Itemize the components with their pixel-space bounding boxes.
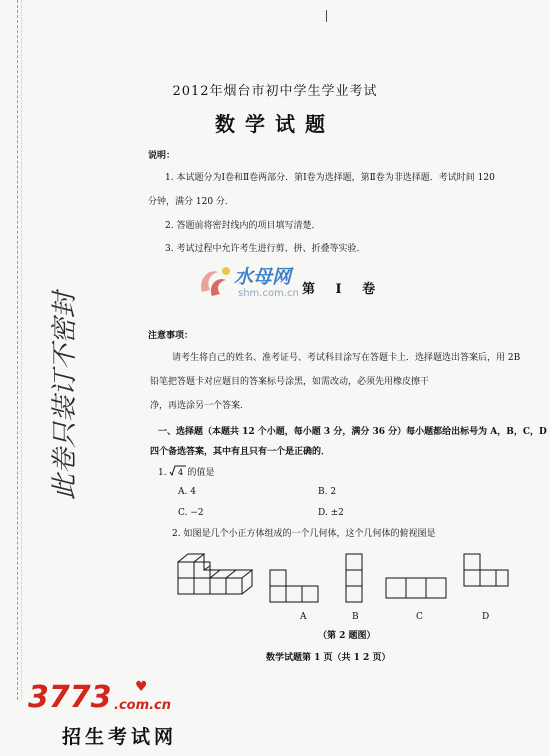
question-2-stem: 2. 如图是几个小正方体组成的一个几何体，这个几何体的俯视图是 [172,529,436,539]
instruction-line: 分钟，满分 120 分． [148,197,234,207]
question-number: 1. [158,468,167,478]
watermark-name: 水母网 [234,266,292,288]
option-label-a: A [300,612,307,622]
site-domain: .com.cn [114,698,172,713]
handwritten-text: 此卷只装订不密封 [50,291,80,500]
instructions-heading: 说明： [148,151,176,161]
question-1-text: 的值是 [187,468,215,478]
binding-line-inner [21,0,22,700]
view-option-d [464,554,508,586]
registration-mark [326,10,327,22]
section-title: 第 Ⅰ 卷 [302,282,384,297]
instruction-line: 2. 答题前将密封线内的项目填写清楚． [165,221,321,231]
exam-title: 2012年烟台市初中学生学业考试 [172,84,378,99]
question-1-stem [158,465,214,478]
sqrt-four-icon [169,465,187,477]
binding-line [17,0,18,700]
figure-caption: （第 2 题图） [318,631,376,641]
q1-option-c: C. −2 [178,508,204,518]
view-option-c [386,578,446,598]
note-line: 请考生将自己的姓名、准考证号、考试科目涂写在答题卡上．选择题选出答案后，用 2B [172,353,521,363]
q1-option-d: D. ±2 [318,508,344,518]
svg-text:4: 4 [178,468,184,477]
page-footer: 数学试题第 1 页（共 1 2 页） [266,653,391,663]
q1-option-a: A. 4 [178,487,196,497]
option-label-b: B [352,612,359,622]
heart-icon: ♥ [135,679,148,695]
q1-option-b: B. 2 [318,487,337,497]
site-subtitle: 招生考试网 [62,726,178,748]
site-logo: 3773 [28,680,112,715]
option-label-c: C [416,612,423,622]
note-line: 净，再选涂另一个答案． [150,401,250,411]
view-option-b [346,554,362,602]
question-2-figures [170,540,510,630]
notes-heading: 注意事项： [148,331,194,341]
watermark-logo-icon [196,262,236,302]
instruction-line: 3. 考试过程中允许考生进行剪、拼、折叠等实验． [165,244,366,254]
paper-title: 数学试题 [215,112,335,136]
solid-figure [178,554,252,594]
option-label-d: D [482,612,490,622]
instruction-line: 1. 本试题分为Ⅰ卷和Ⅱ卷两部分．第Ⅰ卷为选择题，第Ⅱ卷为非选择题．考试时间 120 [165,173,495,183]
part-one-line: 一、选择题（本题共 12 个小题，每小题 3 分，满分 36 分）每小题都给出标号为 A，B，C，D [158,427,547,437]
note-line: 铅笔把答题卡对应题目的答案标号涂黑，如需改动，必须先用橡皮擦干 [150,377,430,387]
view-option-a [270,570,318,602]
part-one-line: 四个备选答案，其中有且只有一个是正确的． [150,447,331,457]
watermark-url: shm.com.cn [238,288,299,299]
